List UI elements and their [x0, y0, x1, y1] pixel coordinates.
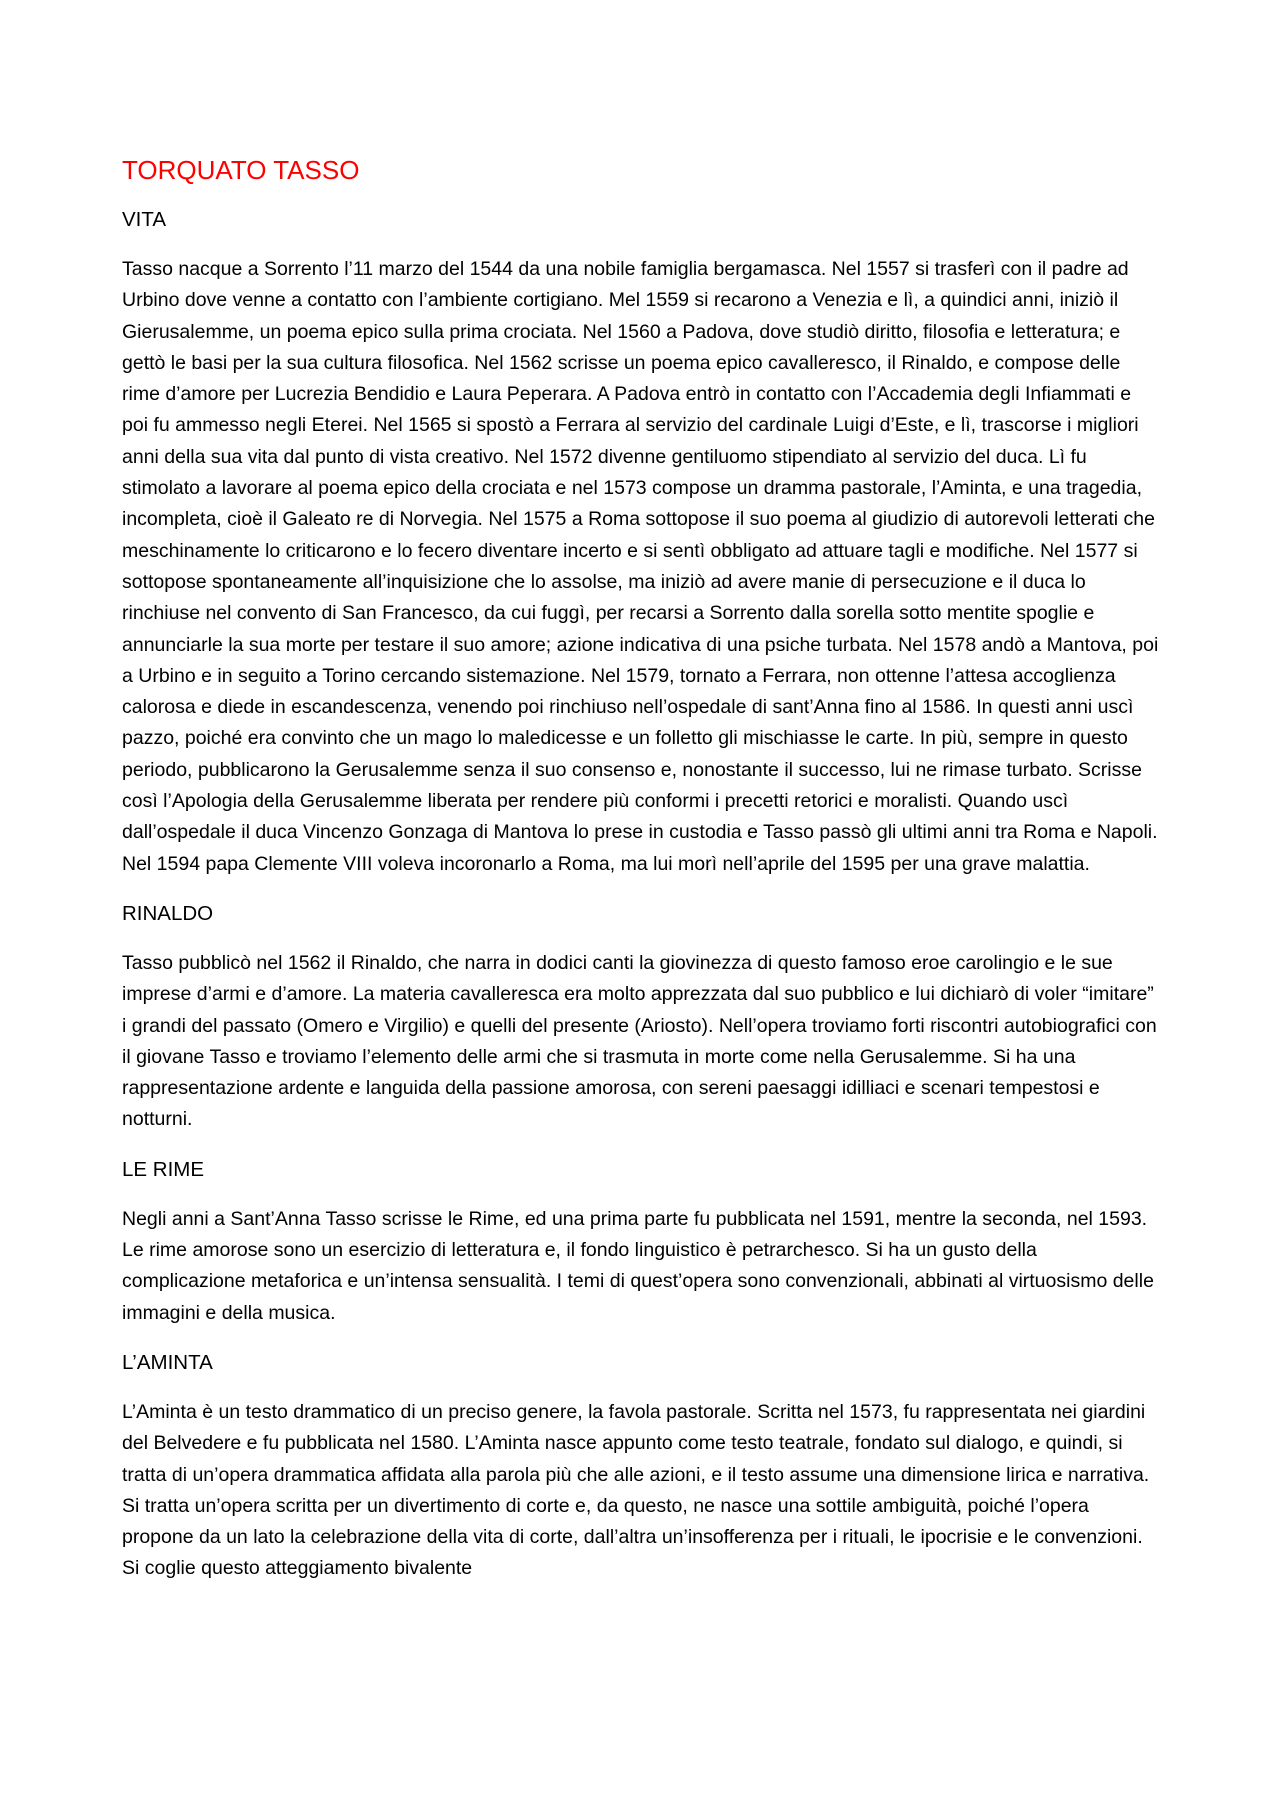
section-text-vita: Tasso nacque a Sorrento l’11 marzo del 1544 da una nobile famiglia bergamasca. Nel 1557 si trasferì con il padre ad Urbino dove venne a contatto con l’ambiente cortigiano. Mel 1559 si recarono a Venezia e lì, a quindici anni, iniziò il Gierusalemme, un poema epico sulla prima crociata. Nel 1560 a Padova, dove studiò diritto, filosofia e letteratura; e gettò le basi per la sua cultura filosofica. Nel 1562 scrisse un poema epico cavalleresco, il Rinaldo, e compose delle rime d’amore per Lucrezia Bendidio e Laura Peperara. A Padova entrò in contatto con l’Accademia degli Infiammati e poi fu ammesso negli Eterei. Nel 1565 si spostò a Ferrara al servizio del cardinale Luigi d’Este, e lì, trascorse i migliori anni della sua vita dal punto di vista creativo. Nel 1572 divenne gentiluomo stipendiato al servizio del duca. Lì fu stimolato a lavorare al poema epico della crociata e nel 1573 compose un dramma pastorale, l’Aminta, e una tragedia, incompleta, cioè il Galeato re di Norvegia. Nel 1575 a Roma sottopose il suo poema al giudizio di autorevoli letterati che meschinamente lo criticarono e lo fecero diventare incerto e si sentì obbligato ad attuare tagli e modifiche. Nel 1577 si sottopose spontaneamente all’inquisizione che lo assolse, ma iniziò ad avere manie di persecuzione e il duca lo rinchiuse nel convento di San Francesco, da cui fuggì, per recarsi a Sorrento dalla sorella sotto mentite spoglie e annunciarle la sua morte per testare il suo amore; azione indicativa di una psiche turbata. Nel 1578 andò a Mantova, poi a Urbino e in seguito a Torino cercando sistemazione. Nel 1579, tornato a Ferrara, non ottenne l’attesa accoglienza calorosa e diede in escandescenza, venendo poi rinchiuso nell’ospedale di sant’Anna fino al 1586. In questi anni uscì pazzo, poiché era convinto che un mago lo maledicesse e un folletto gli mischiasse le carte. In più, sempre in questo periodo, pubblicarono la Gerusalemme senza il suo consenso e, nonostante il successo, lui ne rimase turbato. Scrisse così l’Apologia della Gerusalemme liberata per rendere più conformi i precetti retorici e moralisti. Quando uscì dall’ospedale il duca Vincenzo Gonzaga di Mantova lo prese in custodia e Tasso passò gli ultimi anni tra Roma e Napoli. Nel 1594 papa Clemente VIII voleva incoronarlo a Roma, ma lui morì nell’aprile del 1595 per una grave malattia.	[122, 258, 1159, 875]
section-rinaldo	[122, 900, 1162, 1136]
section-heading-rinaldo: RINALDO	[122, 901, 214, 925]
document-title: TORQUATO TASSO	[122, 155, 360, 185]
section-le-rime	[122, 1156, 1162, 1329]
document-page	[122, 152, 1162, 1605]
section-heading-le-rime: LE RIME	[122, 1157, 205, 1181]
section-vita	[122, 206, 1162, 880]
section-aminta	[122, 1349, 1162, 1585]
section-heading-vita: VITA	[122, 208, 167, 231]
section-text-aminta: L’Aminta è un testo drammatico di un preciso genere, la favola pastorale. Scritta nel 1573, fu rappresentata nei giardini del Belvedere e fu pubblicata nel 1580. L’Aminta nasce appunto come testo teatrale, fondato sul dialogo, e quindi, si tratta di un’opera drammatica affidata alla parola più che alle azioni, e il testo assume una dimensione lirica e narrativa. Si tratta un’opera scritta per un divertimento di corte e, da questo, ne nasce una sottile ambiguità, poiché l’opera propone da un lato la celebrazione della vita di corte, dall’altra un’insofferenza per i rituali, le ipocrisie e le convenzioni. Si coglie questo atteggiamento bivalente	[122, 1400, 1150, 1580]
section-heading-aminta: L’AMINTA	[122, 1350, 213, 1374]
section-text-le-rime: Negli anni a Sant’Anna Tasso scrisse le Rime, ed una prima parte fu pubblicata nel 1591, mentre la seconda, nel 1593. Le rime amorose sono un esercizio di letteratura e, il fondo linguistico è petrarchesco. Si ha un gusto della complicazione metaforica e un’intensa sensualità. I temi di quest’opera sono convenzionali, abbinati al virtuosismo delle immagini e della musica.	[122, 1207, 1154, 1324]
section-text-rinaldo: Tasso pubblicò nel 1562 il Rinaldo, che narra in dodici canti la giovinezza di questo famoso eroe carolingio e le sue imprese d’armi e d’amore. La materia cavalleresca era molto apprezzata dal suo pubblico e lui dichiarò di voler “imitare” i grandi del passato (Omero e Virgilio) e quelli del presente (Ariosto). Nell’opera troviamo forti riscontri autobiografici con il giovane Tasso e troviamo l’elemento delle armi che si trasmuta in morte come nella Gerusalemme. Si ha una rappresentazione ardente e languida della passione amorosa, con sereni paesaggi idilliaci e scenari tempestosi e notturni.	[122, 951, 1157, 1131]
